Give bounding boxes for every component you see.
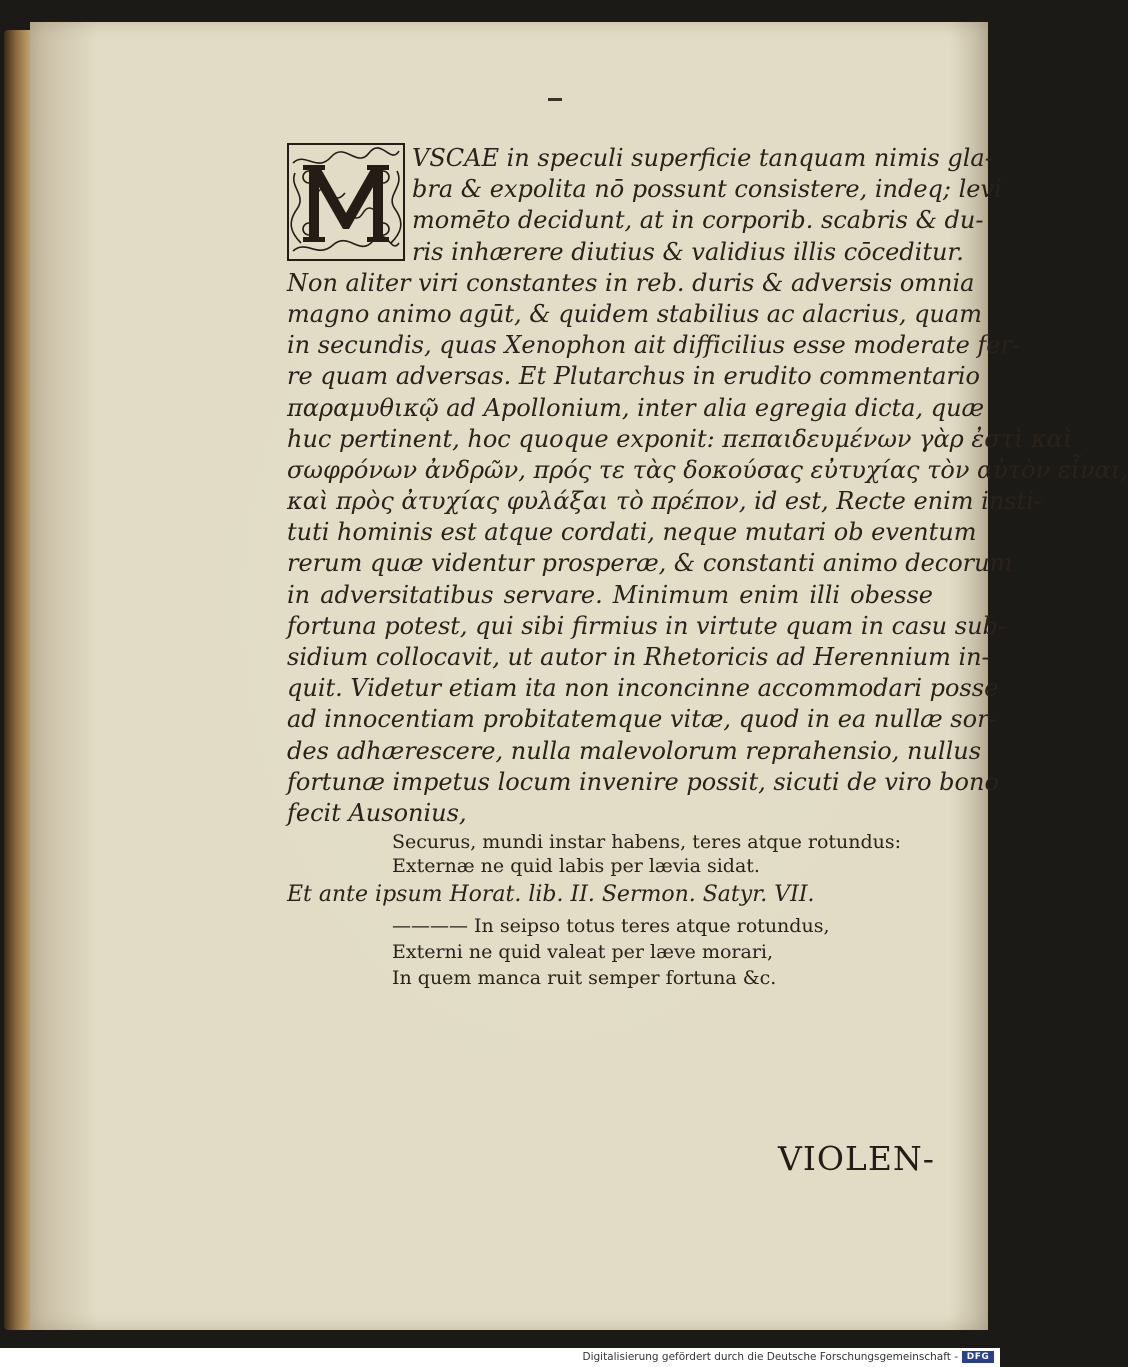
text-line: re quam adversas. Et Plutarchus in erudito commentario xyxy=(287,362,980,391)
text-line: VSCAE in speculi superficie tanquam nimis gla- xyxy=(412,144,993,172)
text-line: καὶ πρὸς ἀτυχίας φυλάξαι τὸ πρέπον, id est, Recte enim insti- xyxy=(287,487,1043,516)
text-line: fortuna potest, qui sibi firmius in virtute quam in casu sub- xyxy=(287,611,1007,640)
text-line: ad innocentiam probitatemque vitæ, quod in ea nullæ sor- xyxy=(287,705,997,734)
text-line: huc pertinent, hoc quoque exponit: πεπαιδευμένων γὰρ ἐστὶ καὶ xyxy=(287,424,1073,453)
text-line: παραμυθικῷ ad Apollonium, inter alia egregia dicta, quæ xyxy=(287,393,985,422)
footer-credit: Digitalisierung gefördert durch die Deutsche Forschungsgemeinschaft - xyxy=(582,1351,958,1363)
text-line: in secundis, quas Xenophon ait difficilius esse moderate fer- xyxy=(287,331,1021,360)
verse-line: In quem manca ruit semper fortuna &c. xyxy=(392,967,777,989)
text-line: Non aliter viri constantes in reb. duris & adversis omnia xyxy=(287,268,975,297)
text-line: σωφρόνων ἀνδρῶν, πρός τε τὰς δοκούσας εὐτυχίας τὸν αὐτὸν εἶναι, xyxy=(287,455,1128,484)
main-paragraph xyxy=(287,143,1128,829)
verse-line: Externæ ne quid labis per lævia sidat. xyxy=(392,855,760,877)
text-line: in adversitatibus servare. Minimum enim illi obesse xyxy=(287,580,933,609)
text-line: magno animo agūt, & quidem stabilius ac alacrius, quam xyxy=(287,299,982,328)
catchword: VIOLEN- xyxy=(778,1139,935,1178)
text-line: des adhærescere, nulla malevolorum reprahensio, nullus xyxy=(287,736,982,765)
text-line: bra & expolita nō possunt consistere, indeq; levi xyxy=(412,175,1002,204)
text-line: sidium collocavit, ut autor in Rhetoricis ad Herennium in- xyxy=(287,643,990,671)
text-line: fortunæ impetus locum invenire possit, sicuti de viro bono xyxy=(287,767,999,796)
dfg-logo: DFG xyxy=(962,1351,994,1363)
page-mark xyxy=(548,98,562,101)
text-line: momēto decidunt, at in corporib. scabris & du- xyxy=(412,206,984,235)
text-line: rerum quæ videntur prosperæ, & constanti animo decorum xyxy=(287,549,1013,578)
text-line: ris inhærere diutius & validius illis cōceditur. xyxy=(412,237,964,266)
text-line: fecit Ausonius, xyxy=(287,798,467,827)
text-line: quit. Videtur etiam ita non inconcinne accommodari posse xyxy=(287,674,999,703)
verse-line: Securus, mundi instar habens, teres atque rotundus: xyxy=(392,831,902,853)
text-line: tuti hominis est atque cordati, neque mutari ob eventum xyxy=(287,518,977,547)
verse-line: Externi ne quid valeat per læve morari, xyxy=(392,941,774,963)
verse-line: ———— In seipso totus teres atque rotundus, xyxy=(392,915,830,937)
verse-citation: Et ante ipsum Horat. lib. II. Sermon. Satyr. VII. xyxy=(287,882,815,907)
